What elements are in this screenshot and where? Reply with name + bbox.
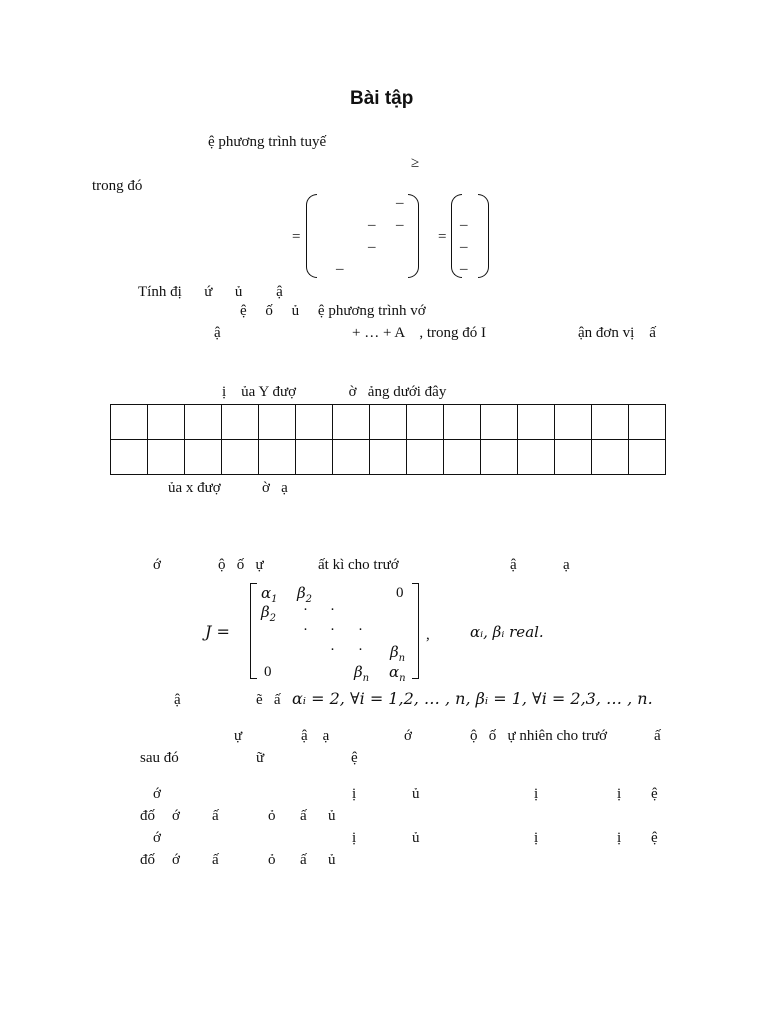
table-cell: [333, 405, 370, 440]
table-cell: [481, 405, 518, 440]
para-2c: ệ: [351, 750, 358, 766]
table-cell: [111, 405, 148, 440]
item-4-char: ấ: [212, 852, 219, 868]
matrix-a-right-paren: [408, 194, 419, 278]
item-4-char: ấ: [300, 852, 307, 868]
matrix-a-entry: –: [396, 195, 404, 211]
after-table-text: ủa x đượ ờ ạ: [168, 480, 288, 496]
item-1-char: ị: [617, 786, 622, 802]
table-cell: [370, 405, 407, 440]
jacobi-comma: ,: [426, 627, 430, 643]
item-4-char: đố: [140, 852, 155, 868]
condition-a: ậ: [174, 692, 181, 708]
item-3-char: ị: [617, 830, 622, 846]
vector-b-equals: =: [438, 229, 447, 245]
geq-symbol: ≥: [411, 155, 420, 171]
table-cell: [481, 440, 518, 475]
table-cell: [222, 440, 259, 475]
item-1-char: ị: [534, 786, 539, 802]
jacobi-alpha1: $\alpha_1$: [261, 584, 278, 605]
item-2-char: ủ: [328, 808, 336, 824]
table-cell: [148, 440, 185, 475]
para-1d: ộ ố ự nhiên cho trướ: [470, 728, 608, 744]
question-2: ệ ố ủ ệ phương trình vớ: [240, 303, 426, 319]
table-row: [111, 440, 666, 475]
jacobi-right-bracket: [412, 583, 419, 679]
item-4-char: ỏ: [268, 852, 276, 868]
jacobi-zero-bottom: 0: [264, 664, 272, 680]
jacobi-dot: ·: [358, 642, 363, 658]
matrix-a-entry: –: [368, 239, 376, 255]
vector-b-entry: –: [460, 239, 468, 255]
para-1e: ấ: [654, 728, 661, 744]
item-3-char: ị: [352, 830, 357, 846]
item-1-char: ệ: [651, 786, 658, 802]
table-cell: [370, 440, 407, 475]
jacobi-dot: ·: [303, 622, 308, 638]
table-cell: [407, 440, 444, 475]
jacobi-beta2-top: $\beta_2$: [297, 584, 313, 605]
item-2-char: ớ: [172, 808, 180, 824]
table-cell: [518, 405, 555, 440]
jacobi-betan-right: $\beta_n$: [390, 643, 406, 664]
table-cell: [444, 440, 481, 475]
table-cell: [592, 440, 629, 475]
table-cell: [296, 440, 333, 475]
vector-b-entry: –: [460, 217, 468, 233]
item-2-char: ấ: [212, 808, 219, 824]
table-row: [111, 405, 666, 440]
matrix-a-entry: –: [396, 217, 404, 233]
question-3-part-a: ậ: [214, 325, 221, 341]
table-cell: [296, 405, 333, 440]
jacobi-betan-bottom: $\beta_n$: [354, 663, 370, 684]
jacobi-alphan: $\alpha_n$: [389, 663, 406, 684]
jacobi-intro-a: ớ: [153, 557, 161, 573]
jacobi-lhs: J =: [205, 622, 230, 641]
system-text: ệ phương trình tuyế: [208, 134, 327, 150]
matrix-a-equals: =: [292, 229, 301, 245]
question-3-part-b: + … + A , trong đó I: [352, 325, 487, 341]
jacobi-left-bracket: [250, 583, 257, 679]
vector-b-entry: –: [460, 261, 468, 277]
para-1b: ậ ạ: [301, 728, 330, 744]
jacobi-intro-b: ộ ố ự: [218, 557, 264, 573]
matrix-a-entry: –: [368, 217, 376, 233]
question-1: Tính đị ứ ủ ậ: [138, 284, 283, 300]
jacobi-side-note: αᵢ, βᵢ real.: [470, 623, 544, 641]
jacobi-intro-e: ạ: [563, 557, 570, 573]
jacobi-dot: ·: [330, 602, 335, 618]
para-1a: ự: [234, 728, 243, 744]
jacobi-beta2-left: $\beta_2$: [261, 603, 277, 624]
table-cell: [148, 405, 185, 440]
condition-formula: αᵢ = 2, ∀i = 1,2, … , n, βᵢ = 1, ∀i = 2,3, … , n.: [292, 689, 653, 708]
table-cell: [555, 405, 592, 440]
vector-b-right-paren: [478, 194, 489, 278]
item-4-char: ủ: [328, 852, 336, 868]
item-3-char: ớ: [153, 830, 161, 846]
item-3-char: ị: [534, 830, 539, 846]
table-caption: ị ủa Y đượ ờ ảng dưới đây: [222, 384, 447, 400]
jacobi-dot: ·: [358, 622, 363, 638]
table-cell: [629, 440, 666, 475]
jacobi-zero-top: 0: [396, 585, 404, 601]
table-cell: [518, 440, 555, 475]
table-cell: [111, 440, 148, 475]
jacobi-dot: ·: [303, 602, 308, 618]
table-cell: [629, 405, 666, 440]
table-cell: [555, 440, 592, 475]
item-2-char: ấ: [300, 808, 307, 824]
condition-b: ẽ ấ: [256, 692, 281, 708]
data-table: [110, 404, 666, 475]
matrix-a-left-paren: [306, 194, 317, 278]
table-cell: [222, 405, 259, 440]
table-cell: [444, 405, 481, 440]
item-1-char: ị: [352, 786, 357, 802]
table-cell: [259, 440, 296, 475]
page-title: Bài tập: [350, 88, 414, 109]
item-1-char: ớ: [153, 786, 161, 802]
jacobi-dot: ·: [330, 642, 335, 658]
table-cell: [407, 405, 444, 440]
table-cell: [185, 440, 222, 475]
para-2a: sau đó: [140, 750, 179, 766]
item-2-char: đố: [140, 808, 155, 824]
item-2-char: ỏ: [268, 808, 276, 824]
jacobi-intro-d: ậ: [510, 557, 517, 573]
item-3-char: ủ: [412, 830, 420, 846]
table-cell: [592, 405, 629, 440]
item-1-char: ủ: [412, 786, 420, 802]
table-cell: [259, 405, 296, 440]
item-3-char: ệ: [651, 830, 658, 846]
para-1c: ớ: [404, 728, 412, 744]
item-4-char: ớ: [172, 852, 180, 868]
table-cell: [185, 405, 222, 440]
jacobi-dot: ·: [330, 622, 335, 638]
jacobi-intro-c: ất kì cho trướ: [318, 557, 399, 573]
trong-do-label: trong đó: [92, 178, 143, 194]
matrix-a-entry: –: [336, 261, 344, 277]
table-cell: [333, 440, 370, 475]
para-2b: ữ: [256, 750, 265, 766]
question-3-part-c: ận đơn vị ấ: [578, 325, 656, 341]
